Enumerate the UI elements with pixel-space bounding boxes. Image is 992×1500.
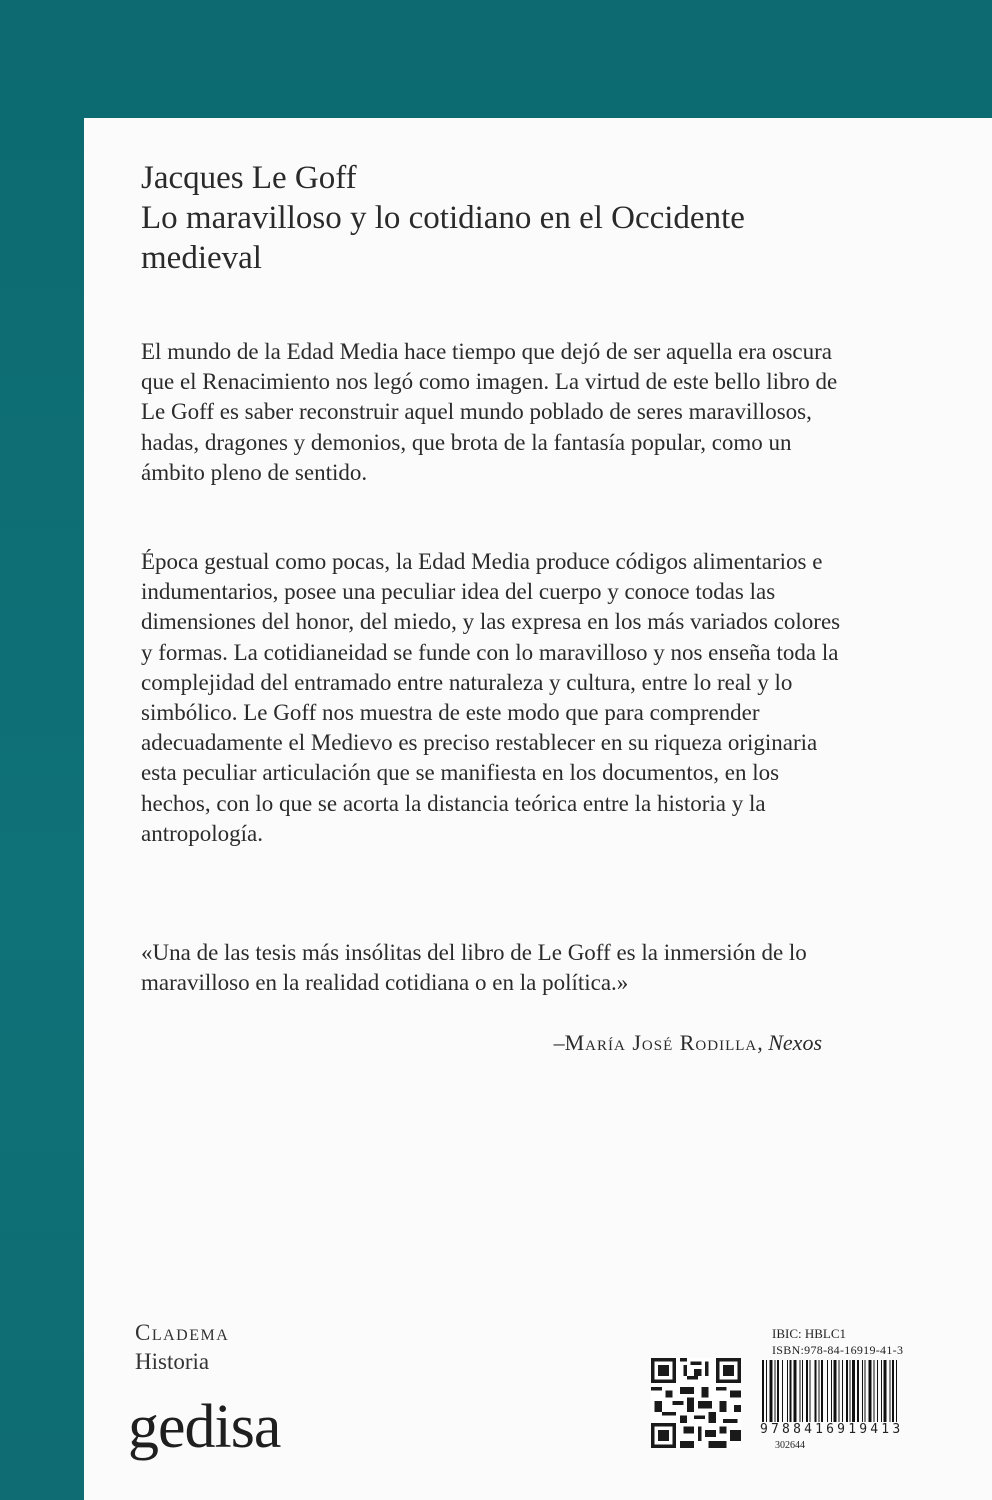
barcode-bar — [821, 1360, 823, 1422]
barcode-bar — [793, 1360, 796, 1422]
barcode-bar — [865, 1360, 866, 1422]
collection-series: Cladema — [135, 1320, 230, 1345]
barcode-bar — [787, 1360, 788, 1422]
isbn-barcode — [762, 1360, 942, 1422]
barcode-bar — [818, 1360, 819, 1422]
review-quote: «Una de las tesis más insólitas del libro de Le Goff es la inmersión de lo maravilloso en la realidad cotidiana o en la política.» — [141, 940, 807, 995]
barcode-bar — [810, 1360, 811, 1422]
barcode-bar — [782, 1360, 783, 1422]
barcode-bar — [766, 1360, 767, 1422]
collection-subject: Historia — [135, 1349, 210, 1374]
barcode-bar — [877, 1360, 878, 1422]
book-title: Lo maravilloso y lo cotidiano en el Occidente medieval — [141, 200, 745, 276]
barcode-bar — [800, 1360, 801, 1422]
barcode-bar — [838, 1360, 839, 1422]
attribution-separator: , — [757, 1030, 769, 1055]
isbn-code: ISBN:978-84-16919-41-3 — [772, 1343, 904, 1357]
barcode-bar — [827, 1360, 828, 1422]
barcode-bar — [862, 1360, 863, 1422]
barcode-bar — [790, 1360, 792, 1422]
collection-block — [135, 1318, 229, 1376]
barcode-bar — [890, 1360, 891, 1422]
barcode-bar — [842, 1360, 843, 1422]
qr-code-icon — [651, 1358, 741, 1448]
blurb-paragraph-2: Época gestual como pocas, la Edad Media produce códigos alimentarios e indumentarios, posee una peculiar idea del cuerpo y conoce todas las dimensiones del honor, del miedo, y las expresa en los más variados colores y formas. La cotidianeidad se funde con lo maravilloso y nos enseña toda la complejidad del entramado entre naturaleza y cultura, entre lo real y lo simbólico. Le Goff nos muestra de este modo que para comprender adecuadamente el Medievo es preciso restablecer en su riqueza originaria esta peculiar articulación que se manifiesta en los documentos, en los hechos, con lo que se acorta la distancia teórica entre la historia y la antropología. — [141, 549, 841, 846]
barcode-bar — [846, 1360, 848, 1422]
barcode-bar — [852, 1360, 855, 1422]
barcode-digits: 9788416919413 — [760, 1422, 904, 1437]
barcode-bar — [762, 1360, 764, 1422]
barcode-bar — [881, 1360, 882, 1422]
review-publication: Nexos — [768, 1030, 822, 1055]
barcode-bar — [770, 1360, 773, 1422]
barcode-bar — [802, 1360, 803, 1422]
review-author: María José Rodilla — [564, 1030, 758, 1055]
book-author: Jacques Le Goff — [141, 160, 357, 196]
review-attribution — [554, 1030, 822, 1056]
barcode-bar — [777, 1360, 779, 1422]
barcode-bar — [833, 1360, 836, 1422]
ibic-code: IBIC: HBLC1 — [772, 1326, 847, 1341]
internal-code: 302644 — [775, 1440, 805, 1451]
barcode-bar — [775, 1360, 776, 1422]
attribution-dash: – — [553, 1030, 565, 1055]
barcode-bar — [815, 1360, 817, 1422]
barcode-bar — [857, 1360, 859, 1422]
barcode-bar — [850, 1360, 851, 1422]
barcode-bar — [883, 1360, 886, 1422]
barcode-bar — [868, 1360, 871, 1422]
blurb-paragraph-1: El mundo de la Edad Media hace tiempo que dejó de ser aquella era oscura que el Renacimiento nos legó como imagen. La virtud de este bello libro de Le Goff es saber reconstruir aquel mundo poblado de seres maravillosos, hadas, dragones y demonios, que brota de la fantasía popular, como un ámbito pleno de sentido. — [141, 339, 838, 485]
barcode-bar — [873, 1360, 874, 1422]
publisher-logo: gedisa — [128, 1393, 281, 1461]
barcode-bar — [806, 1360, 808, 1422]
barcode-bar — [892, 1360, 894, 1422]
barcode-bar — [896, 1360, 897, 1422]
barcode-bar — [831, 1360, 832, 1422]
